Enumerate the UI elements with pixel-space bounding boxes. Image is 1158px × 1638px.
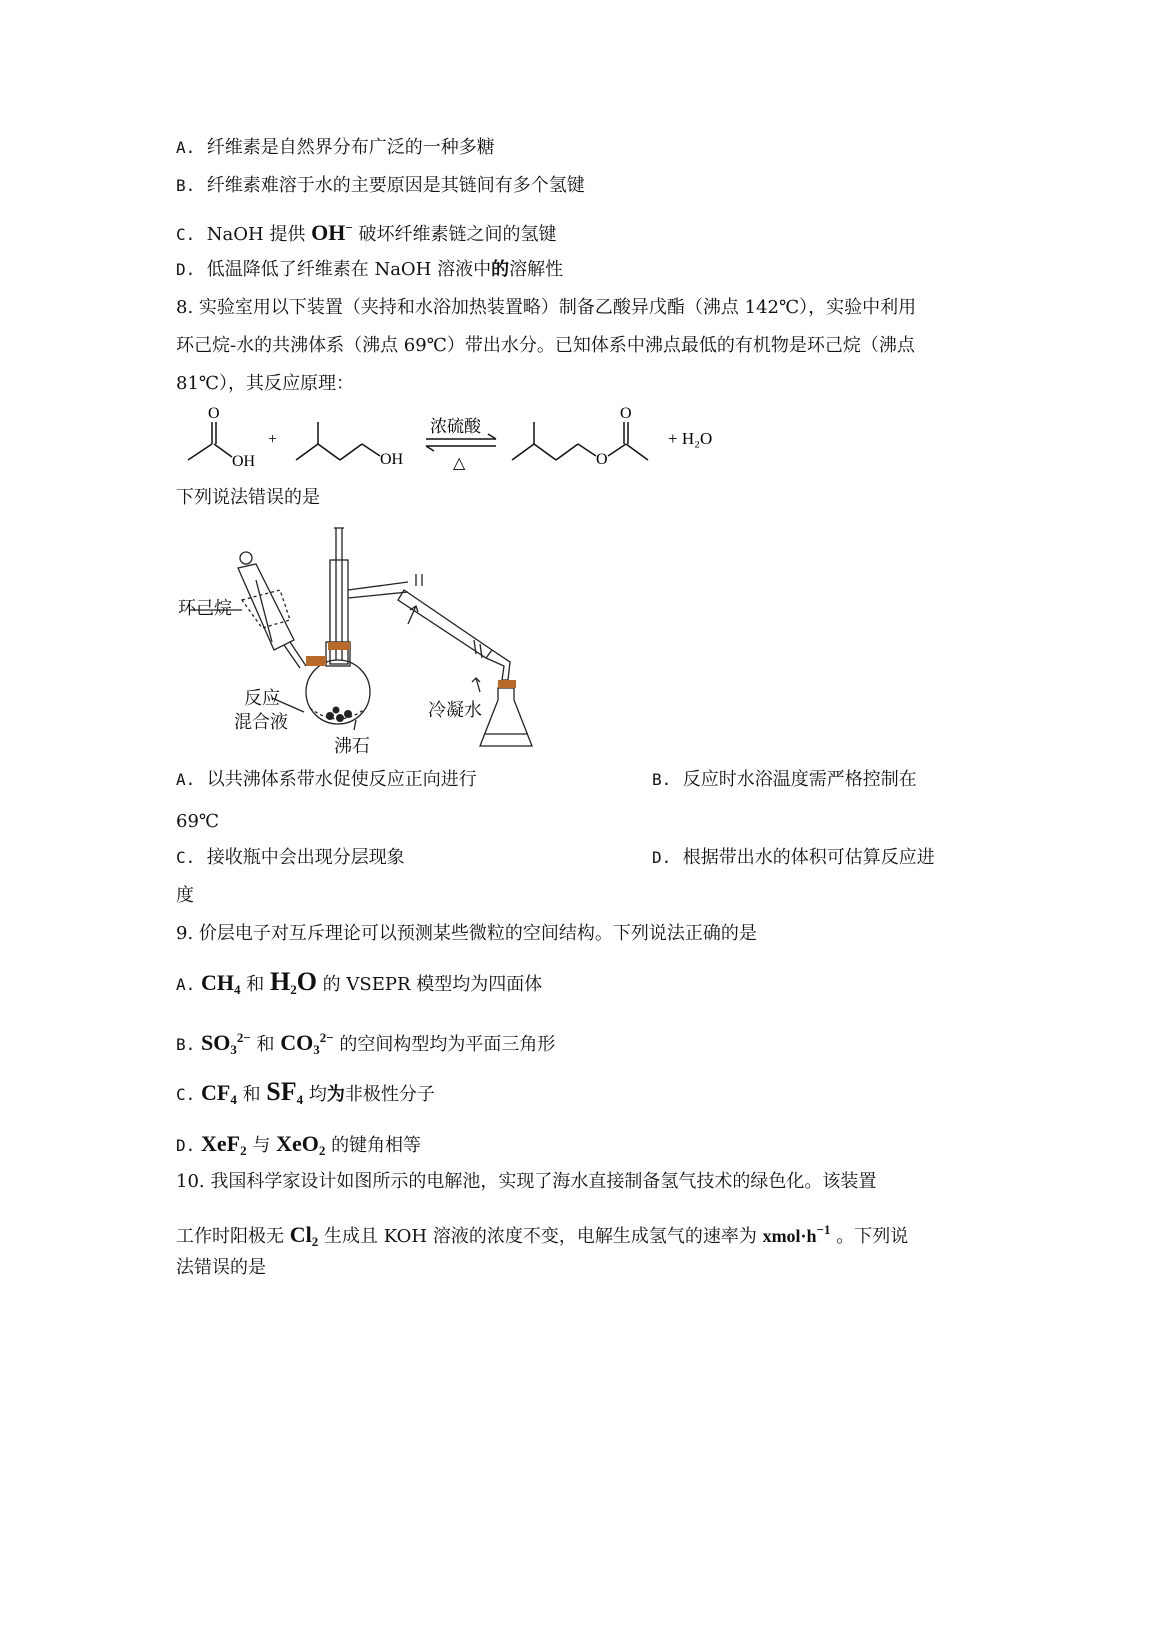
catalyst-label: 浓硫酸: [430, 417, 481, 437]
stopper-neck: [328, 642, 350, 650]
xeo2-formula: XeO$_2$: [276, 1131, 326, 1158]
q7-option-a: A. 纤维素是自然界分布广泛的一种多糖: [176, 137, 495, 158]
reaction-scheme: [176, 404, 736, 484]
q9-option-d: D. XeF$_2$ 与 XeO$_2$ 的键角相等: [176, 1131, 422, 1158]
water-formula: $H_2O$: [269, 967, 317, 997]
q7-option-c: C. NaOH 提供 OH− 破坏纤维素链之间的氢键: [176, 220, 557, 245]
q8-stem-line3: 81℃），其反应原理：: [176, 373, 355, 394]
q9-option-c: C. $CF_4$ 和 $SF_4$ 均为非极性分子: [176, 1077, 435, 1107]
q8-option-d: D. 根据带出水的体积可估算反应进: [652, 847, 935, 868]
q7-option-d: D. 低温降低了纤维素在 NaOH 溶液中的溶解性: [176, 259, 564, 280]
boiling-stones: [326, 707, 352, 723]
q8-question: 下列说法错误的是: [176, 487, 320, 508]
q8-stem-line1: 8. 实验室用以下装置（夹持和水浴加热装置略）制备乙酸异戊酯（沸点 142℃），实验中利用: [176, 297, 917, 318]
carbonate-formula: $CO_3^{2-}$: [280, 1030, 334, 1057]
q7-option-b: B. 纤维素难溶于水的主要原因是其链间有多个氢键: [176, 175, 585, 196]
sulfite-formula: $SO_3^{2-}$: [201, 1030, 251, 1057]
apparatus-drawing: [176, 520, 556, 760]
cyclohexane-label: 环己烷: [178, 598, 232, 619]
boiling-stone-label: 沸石: [334, 736, 370, 757]
cooling-water-label: 冷凝水: [428, 700, 482, 721]
q10-line2: 工作时阳极无 $Cl_2$ 生成且 KOH 溶液的浓度不变，电解生成氢气的速率为 $xmol\cdot h^{-1}$ 。下列说: [176, 1222, 909, 1249]
q9-stem: 9. 价层电子对互斥理论可以预测某些微粒的空间结构。下列说法正确的是: [176, 923, 757, 944]
q8-option-a: A. 以共沸体系带水促使反应正向进行: [176, 769, 477, 790]
q9-option-a: A. $CH_4$ 和 $H_2O$ 的 VSEPR 模型均为四面体: [176, 967, 543, 997]
xef2-formula: XeF$_2$: [201, 1131, 247, 1158]
q9-option-b: B. $SO_3^{2-}$ 和 $CO_3^{2-}$ 的空间构型均为平面三角形: [176, 1030, 556, 1057]
carbonyl-o-2: O: [620, 405, 632, 422]
q8-stem-line2: 环己烷-水的共沸体系（沸点 69℃）带出水分。已知体系中沸点最低的有机物是环己烷（沸点: [176, 335, 915, 356]
carbonyl-o-1: O: [208, 405, 220, 422]
q8-option-d-wrap: 度: [176, 885, 194, 906]
hydroxide-formula: OH−: [311, 220, 353, 245]
q10-line1: 10. 我国科学家设计如图所示的电解池，实现了海水直接制备氢气技术的绿色化。该装置: [176, 1171, 877, 1192]
q8-option-b-wrap: 69℃: [176, 811, 220, 832]
mixture-label-line1: 反应: [244, 688, 280, 709]
sf4-formula: $SF_4$: [266, 1077, 304, 1107]
rate-expression: $xmol\cdot h^{-1}$: [762, 1222, 831, 1246]
q8-option-b: B. 反应时水浴温度需严格控制在: [652, 769, 917, 790]
methane-formula: $CH_4$: [201, 970, 241, 997]
stopper-receiver: [498, 680, 516, 688]
q8-option-c: C. 接收瓶中会出现分层现象: [176, 847, 405, 868]
plus-sign: +: [268, 431, 278, 448]
q10-line3: 法错误的是: [176, 1257, 266, 1278]
heat-symbol: △: [453, 455, 466, 472]
mixture-label-line2: 混合液: [234, 712, 288, 733]
hydroxyl-label-2: OH: [380, 451, 404, 468]
water-product: + H₂O: [668, 429, 713, 448]
cf4-formula: $CF_4$: [201, 1080, 237, 1107]
stopper-left: [306, 656, 326, 666]
apparatus-diagram: [176, 520, 556, 760]
chlorine-formula: $Cl_2$: [289, 1222, 319, 1249]
hydroxyl-label-1: OH: [232, 453, 256, 470]
ester-o: O: [596, 451, 608, 468]
